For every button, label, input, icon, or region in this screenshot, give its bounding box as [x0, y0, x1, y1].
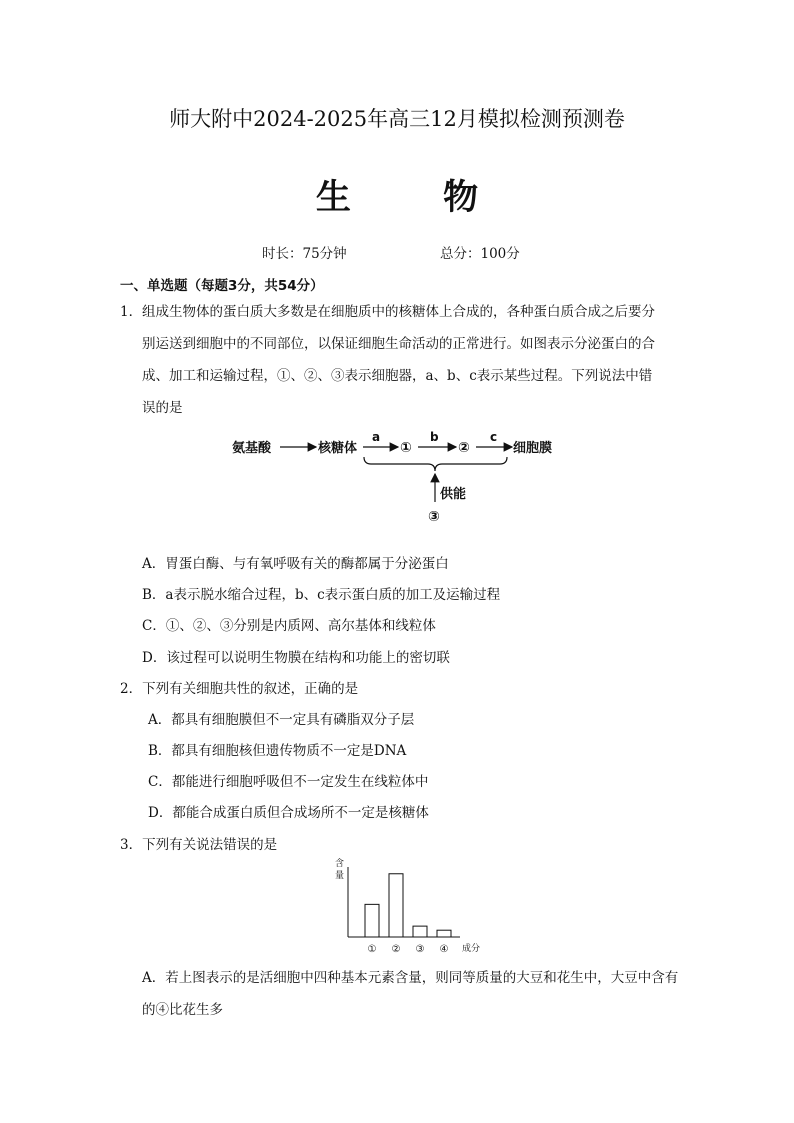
- bar: [437, 930, 451, 937]
- brace: [364, 457, 507, 471]
- bar: [413, 926, 427, 937]
- q2-option-c[interactable]: C．都能进行细胞呼吸但不一定发生在线粒体中: [148, 774, 429, 790]
- x-tick-label: ①: [367, 944, 377, 955]
- stem-line: 误的是: [142, 400, 183, 416]
- node-ribosome: 核糖体: [318, 441, 358, 456]
- x-tick-label: ④: [439, 944, 449, 955]
- y-axis-label-1: 含: [335, 859, 345, 869]
- x-tick-label: ②: [391, 944, 401, 955]
- stem-line: 组成生物体的蛋白质大多数是在细胞质中的核糖体上合成的，各种蛋白质合成之后要分: [142, 304, 655, 320]
- q2-option-b[interactable]: B．都具有细胞核但遗传物质不一定是DNA: [148, 743, 407, 759]
- bar: [365, 904, 379, 937]
- node-organelle-2: ②: [458, 440, 470, 456]
- q3-option-a-line2: 的④比花生多: [142, 1002, 223, 1018]
- q2-option-d[interactable]: D．都能合成蛋白质但合成场所不一定是核糖体: [148, 805, 429, 821]
- q1-option-b[interactable]: B．a表示脱水缩合过程，b、c表示蛋白质的加工及运输过程: [142, 587, 501, 603]
- x-tick-label: ③: [415, 944, 425, 955]
- node-organelle-1: ①: [400, 440, 412, 456]
- stem-line: 别运送到细胞中的不同部位，以保证细胞生命活动的正常进行。如图表示分泌蛋白的合: [142, 336, 655, 352]
- label-a: a: [372, 430, 381, 444]
- q1-option-d[interactable]: D．该过程可以说明生物膜在结构和功能上的密切联: [142, 650, 450, 666]
- label-energy: 供能: [440, 487, 467, 502]
- question-2-stem: 2．下列有关细胞共性的叙述，正确的是: [120, 681, 359, 697]
- node-amino-acid: 氨基酸: [232, 441, 272, 456]
- bar: [389, 874, 403, 937]
- subject-title: 生 物: [315, 178, 519, 218]
- question-3-stem: 3．下列有关说法错误的是: [120, 837, 278, 853]
- node-organelle-3: ③: [428, 509, 440, 525]
- node-cell-membrane: 细胞膜: [513, 441, 553, 456]
- section-heading: 一、单选题（每题3分，共54分）: [120, 278, 324, 294]
- question-stem: [142, 296, 682, 424]
- q1-option-a[interactable]: A．胃蛋白酶、与有氧呼吸有关的酶都属于分泌蛋白: [142, 556, 449, 572]
- q3-option-a-line1[interactable]: A．若上图表示的是活细胞中四种基本元素含量，则同等质量的大豆和花生中，大豆中含有: [142, 970, 679, 986]
- page-title: 师大附中2024-2025年高三12月模拟检测预测卷: [169, 107, 625, 131]
- element-content-bar-chart: [325, 855, 495, 960]
- q1-option-c[interactable]: C．①、②、③分别是内质网、高尔基体和线粒体: [142, 618, 436, 634]
- question-number: 1．: [120, 304, 143, 320]
- duration-text: 时长：75分钟: [262, 246, 347, 262]
- label-b: b: [430, 430, 439, 444]
- total-score-text: 总分：100分: [440, 246, 520, 262]
- y-axis-label-2: 量: [335, 871, 345, 881]
- x-axis-label: 成分: [462, 944, 481, 954]
- q2-option-a[interactable]: A．都具有细胞膜但不一定具有磷脂双分子层: [148, 712, 415, 728]
- stem-line: 成、加工和运输过程，①、②、③表示细胞器，a、b、c表示某些过程。下列说法中错: [142, 368, 653, 384]
- label-c: c: [490, 430, 498, 444]
- protein-pathway-diagram: [228, 428, 558, 528]
